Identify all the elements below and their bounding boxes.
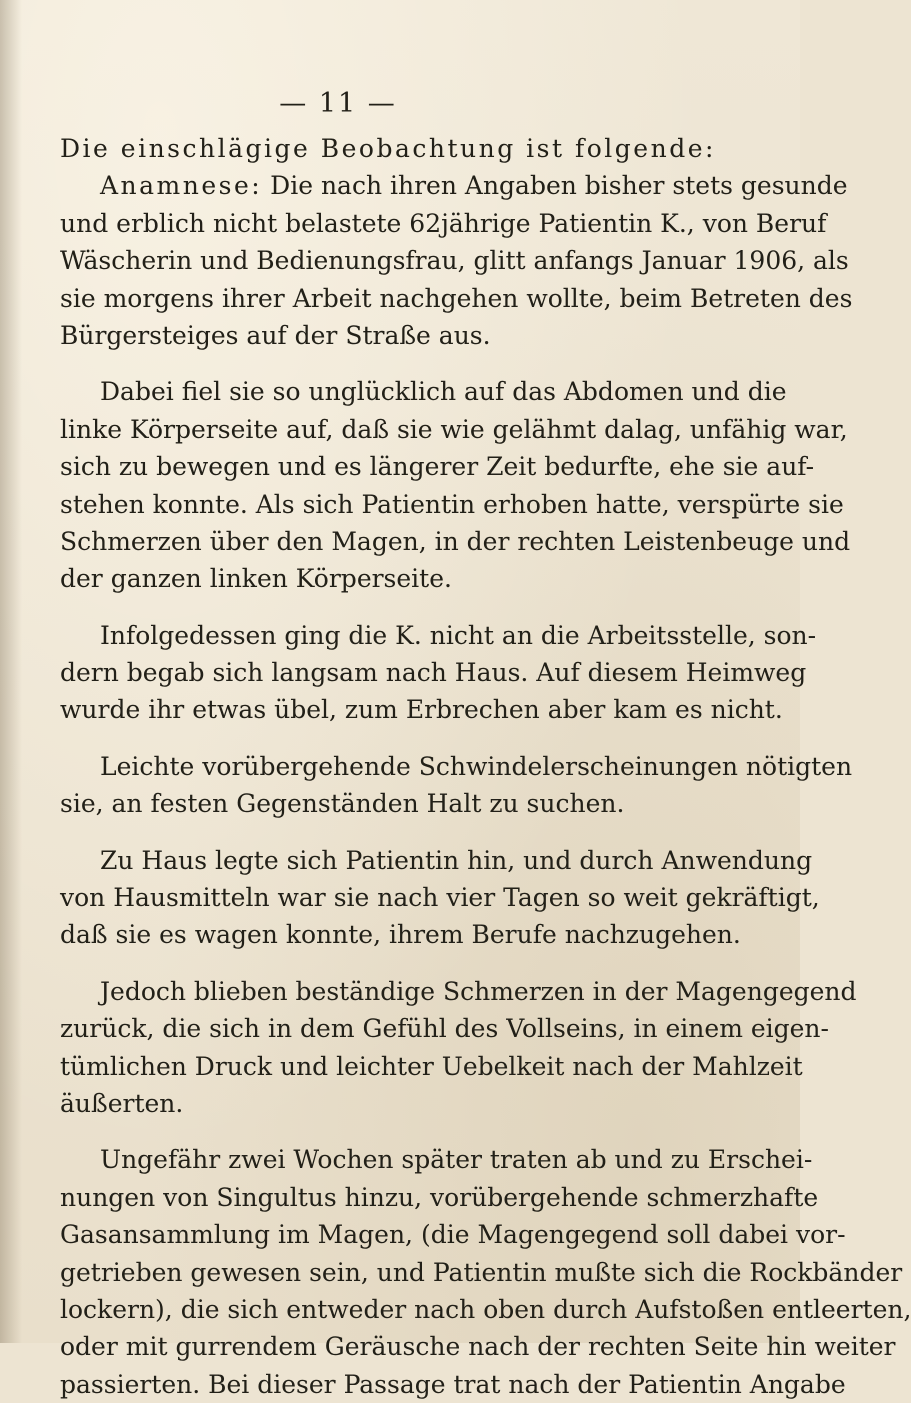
paragraph-line: oder mit gurrendem Geräusche nach der rechten Seite hin weiter: [60, 1332, 896, 1362]
paragraph-line: wurde ihr etwas übel, zum Erbrechen aber kam es nicht.: [60, 695, 783, 725]
paragraph-line: und erblich nicht belastete 62jährige Patientin K., von Beruf: [60, 208, 827, 238]
paragraph-gap: [60, 1122, 715, 1141]
page-gutter-shadow: [0, 0, 22, 1343]
paragraph-line: Schmerzen über den Magen, in der rechten Leistenbeuge und: [60, 526, 851, 556]
paragraph-line: daß sie es wagen konnte, ihrem Berufe nachzugehen.: [60, 920, 741, 950]
paragraph-line: Zu Haus legte sich Patientin hin, und durch Anwendung: [100, 845, 813, 875]
paragraph-line: Wäscherin und Bedienungsfrau, glitt anfangs Januar 1906, als: [60, 246, 849, 276]
paragraph-line: linke Körperseite auf, daß sie wie gelähmt dalag, unfähig war,: [60, 414, 848, 444]
anamnese-label: Anamnese:: [100, 171, 263, 201]
paragraph-line: tümlichen Druck und leichter Uebelkeit nach der Mahlzeit: [60, 1051, 803, 1081]
paragraph-line: Dabei fiel sie so unglücklich auf das Abdomen und die: [100, 377, 787, 407]
paragraph-line: Ungefähr zwei Wochen später traten ab und zu Erschei-: [100, 1145, 813, 1175]
section-heading: Die einschlägige Beobachtung ist folgende:: [60, 134, 716, 163]
paragraph-gap: [60, 598, 715, 617]
paragraph-line: äußerten.: [60, 1088, 184, 1118]
paragraph-line: von Hausmitteln war sie nach vier Tagen so weit gekräftigt,: [60, 883, 820, 913]
paragraph-line: Infolgedessen ging die K. nicht an die Arbeitsstelle, son-: [100, 620, 817, 650]
paragraph-gap: [60, 954, 715, 973]
paragraph-line-text: Die nach ihren Angaben bisher stets gesunde: [262, 171, 848, 201]
paragraph-gap: [60, 354, 715, 373]
paragraph-line: dern begab sich langsam nach Haus. Auf diesem Heimweg: [60, 658, 807, 688]
page-number: — 11 —: [279, 88, 397, 119]
paragraph-line: sich zu bewegen und es längerer Zeit bedurfte, ehe sie auf-: [60, 452, 815, 482]
paragraph-line: Bürgersteiges auf der Straße aus.: [60, 320, 491, 350]
paragraph-line: Gasansammlung im Magen, (die Magengegend soll dabei vor-: [60, 1220, 846, 1250]
paragraph-line: [60, 167, 848, 204]
paragraph-line: nungen von Singultus hinzu, vorübergehende schmerzhafte: [60, 1182, 819, 1212]
paragraph-line: lockern), die sich entweder nach oben durch Aufstoßen entleerten,: [60, 1294, 911, 1324]
paragraph-line: sie, an festen Gegenständen Halt zu suchen.: [60, 789, 625, 819]
paragraph-line: passierten. Bei dieser Passage trat nach der Patientin Angabe: [60, 1369, 846, 1399]
paragraph-line: Jedoch blieben beständige Schmerzen in der Magengegend: [100, 976, 857, 1006]
paragraph-gap: [60, 823, 715, 842]
paragraph-line: zurück, die sich in dem Gefühl des Vollseins, in einem eigen-: [60, 1014, 829, 1044]
paragraph-line: der ganzen linken Körperseite.: [60, 564, 452, 594]
paragraph-gap: [60, 729, 715, 748]
paragraph-line: stehen konnte. Als sich Patientin erhoben hatte, verspürte sie: [60, 489, 844, 519]
paragraph-line: Leichte vorübergehende Schwindelerscheinungen nötigten: [100, 751, 853, 781]
paragraph-line: sie morgens ihrer Arbeit nachgehen wollte, beim Betreten des: [60, 283, 853, 313]
paragraph-line: getrieben gewesen sein, und Patientin mußte sich die Rockbänder: [60, 1257, 903, 1287]
body-text: [60, 130, 911, 1403]
